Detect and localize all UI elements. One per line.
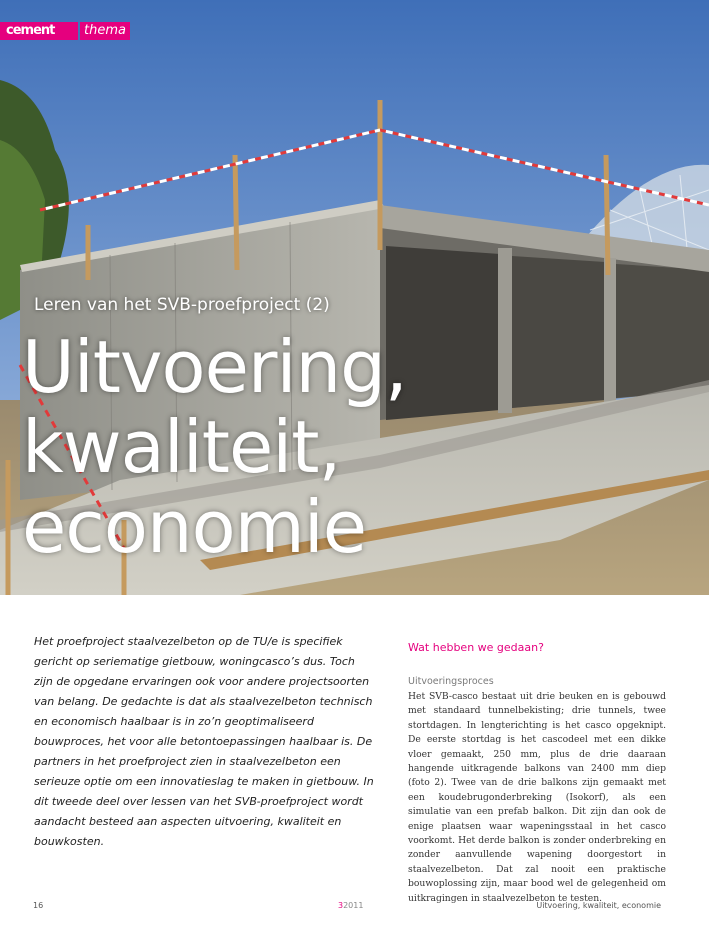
- magazine-logo: [0, 20, 130, 42]
- section-subheading: Uitvoeringsproces: [408, 676, 494, 687]
- page-footer: [0, 901, 709, 915]
- article-kicker: Leren van het SVB-proefproject (2): [34, 295, 330, 315]
- body-text: Het SVB-casco bestaat uit drie beuken en is gebouwd met standaard tunnelbekisting; drie tunnels, twee stortdagen. In lengterichting is het casco opgeknipt. De eerste stortdag is het cascodeel met een dikke vloer gemaakt, 250 mm, plus de drie daaraan hangende uitkragende balkons van 2400 mm diep (foto 2). Twee van de drie balkons zijn gemaakt met een koudebrugonderbreking (Isokorf), als een simulatie van een prefab balkon. Dit zijn dan ook de enige plaatsen waar wapeningsstaal in het casco voorkomt. Het derde balkon is zonder onderbreking en zonder aanvullende wapening doorgestort in staalvezelbeton. Dat zal nooit een praktische bouwoplossing zijn, maar bood wel de gelegenheid om uitkragingen in staalvezelbeton te testen.: [408, 691, 666, 904]
- article-column: [408, 640, 666, 906]
- cement-logo: [0, 22, 78, 40]
- page-number: 16: [33, 901, 44, 910]
- section-label: thema: [80, 22, 130, 40]
- running-title: Uitvoering, kwaliteit, economie: [536, 901, 661, 910]
- logo-text: cement: [6, 23, 55, 38]
- intro-paragraph: Het proefproject staalvezelbeton op de TU/e is specifiek gericht op seriematige gietbouw, woningcasco’s dus. Toch zijn de opgedane ervaringen ook voor andere projectsoorten van belang. De gedachte is dat als staalvezelbeton technisch en economisch haalbaar is in zo’n geoptimaliseerd bouwproces, het voor alle betontoepassingen haalbaar is. De partners in het proefproject zien in staalvezelbeton een serieuze optie om een innovatieslag te maken in gietbouw. In dit tweede deel over lessen van het SVB-proefproject wordt aandacht besteed aan aspecten uitvoering, kwaliteit en bouwkosten.: [34, 635, 374, 848]
- title-line: economie: [22, 485, 367, 569]
- title-line: Uitvoering,: [22, 325, 407, 409]
- article-title: [22, 327, 702, 567]
- issue-number: 3: [338, 901, 344, 910]
- issue-label: [338, 901, 363, 910]
- issue-year: 2011: [343, 901, 364, 910]
- title-line: kwaliteit,: [22, 405, 341, 489]
- section-heading: Wat hebben we gedaan?: [408, 641, 544, 654]
